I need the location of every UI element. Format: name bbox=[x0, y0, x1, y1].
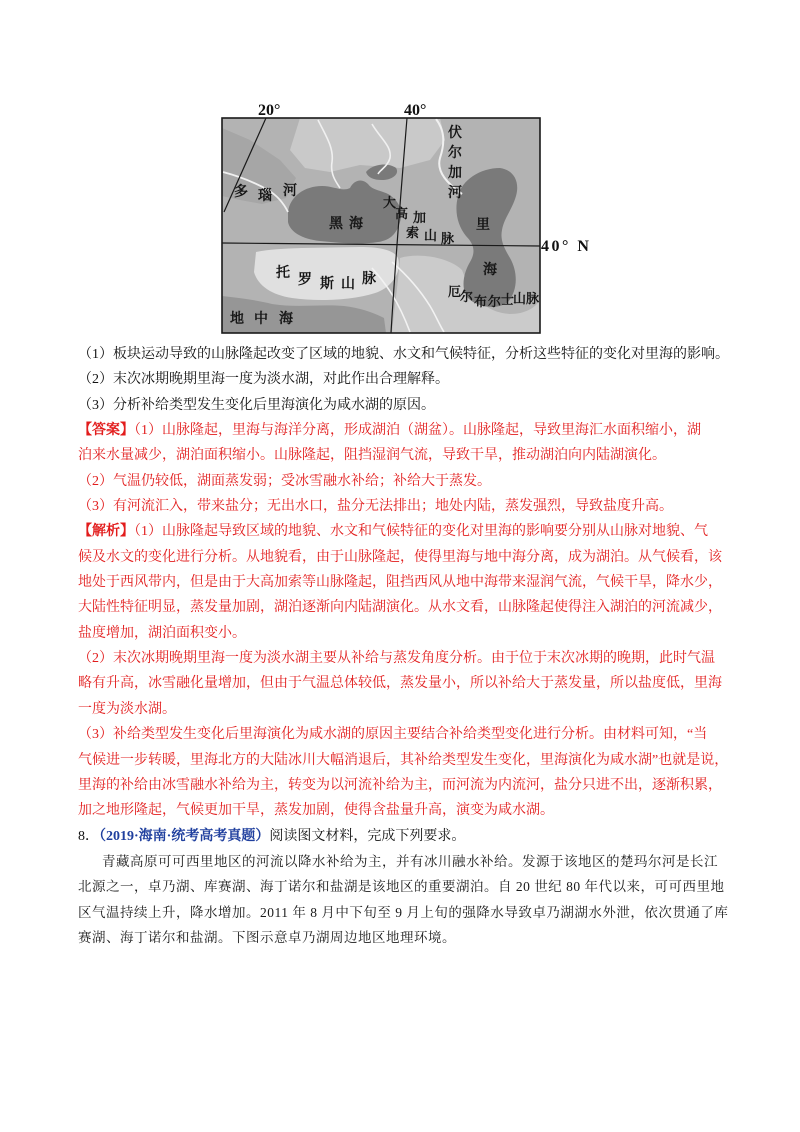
danube-river-label: 多瑙河 bbox=[234, 183, 297, 204]
question-line: （2）末次冰期晚期里海一度为淡水湖，对此作出合理解释。 bbox=[78, 372, 449, 388]
analysis-line bbox=[78, 519, 778, 544]
question-text-block bbox=[78, 342, 778, 950]
question-8-heading bbox=[78, 824, 778, 849]
analysis-line: 加之地形隆起，气候更加干旱，蒸发加剧，使得含盐量升高，演变为咸水湖。 bbox=[78, 803, 554, 819]
caspian-sea-label: 里海 bbox=[476, 217, 497, 278]
analysis-line: 候及水文的变化进行分析。从地貌看，由于山脉隆起，使得里海与地中海分离，成为湖泊。从气候看，该 bbox=[78, 549, 722, 565]
analysis-line: 盐度增加，湖泊面积变小。 bbox=[78, 625, 246, 641]
analysis-line: （2）末次冰期晚期里海一度为淡水湖主要从补给与蒸发角度分析。由于位于末次冰期的晚期，此时气温 bbox=[78, 651, 715, 667]
latitude-40n-label: 40° N bbox=[541, 238, 592, 255]
question-line: （1）板块运动导致的山脉隆起改变了区域的地貌、水文和气候特征，分析这些特征的变化对里海的影响。 bbox=[78, 347, 729, 362]
answer-tag: 【答案】 bbox=[78, 423, 134, 439]
analysis-line: 大陆性特征明显，蒸发量加剧，湖泊逐渐向内陆湖演化。从水文看，山脉隆起使得注入湖泊的河流减少， bbox=[78, 600, 722, 616]
material-line: 北源之一，卓乃湖、库赛湖、海丁诺尔和盐湖是该地区的重要湖泊。自 20 世纪 80 年代以来，可可西里地 bbox=[78, 879, 725, 895]
caspian-region-map bbox=[0, 90, 800, 340]
volga-river-label: 伏尔加河 bbox=[448, 125, 462, 201]
answer-line: （2）气温仍较低，湖面蒸发弱；受冰雪融水补给；补给大于蒸发。 bbox=[78, 473, 491, 489]
greater-caucasus-label: 大高加索山脉 bbox=[383, 196, 455, 247]
analysis-line: 一度为淡水湖。 bbox=[78, 701, 176, 717]
longitude-40-label: 40° bbox=[404, 102, 427, 119]
question-source: （2019·海南·统考高考真题） bbox=[99, 828, 270, 844]
analysis-text: （1）山脉隆起导致区域的地貌、水文和气候特征的变化对里海的影响要分别从山脉对地貌、气 bbox=[134, 524, 708, 540]
analysis-line: 地处于西风带内，但是由于大高加索等山脉隆起，阻挡西风从地中海带来湿润气流，气候干旱，降水少， bbox=[78, 575, 722, 591]
answer-line: 泊来水量减少，湖泊面积缩小。山脉隆起，阻挡湿润气流，导致干旱，推动湖泊向内陆湖演化。 bbox=[78, 448, 666, 464]
analysis-tag: 【解析】 bbox=[78, 524, 134, 540]
answer-text: （1）山脉隆起，里海与海洋分离，形成湖泊（湖盆）。山脉隆起，导致里海汇水面积缩小，湖 bbox=[134, 423, 701, 439]
mediterranean-sea-label: 地中海 bbox=[230, 311, 293, 327]
black-sea-label: 黑海 bbox=[329, 216, 363, 232]
question-number: 8． bbox=[78, 828, 99, 844]
elburz-mountains-label: 厄尔布尔士山脉 bbox=[448, 285, 540, 310]
material-line: 区气温持续上升，降水增加。2011 年 8 月中下旬至 9 月上旬的强降水导致卓乃湖湖水外泄，依次贯通了库 bbox=[78, 904, 729, 920]
question-prompt: 阅读图文材料，完成下列要求。 bbox=[269, 828, 466, 844]
material-line: 青藏高原可可西里地区的河流以降水补给为主，并有冰川融水补给。发源于该地区的楚玛尔河是长江 bbox=[102, 853, 718, 869]
taurus-mountains-label: 托罗斯山脉 bbox=[276, 265, 376, 292]
answer-line bbox=[78, 418, 778, 443]
answer-line: （3）有河流汇入，带来盐分；无出水口，盐分无法排出；地处内陆，蒸发强烈，导致盐度升高。 bbox=[78, 499, 673, 515]
material-line: 赛湖、海丁诺尔和盐湖。下图示意卓乃湖周边地区地理环境。 bbox=[78, 929, 456, 945]
question-line: （3）分析补给类型发生变化后里海演化为咸水湖的原因。 bbox=[78, 397, 435, 413]
longitude-20-label: 20° bbox=[258, 102, 281, 119]
analysis-line: （3）补给类型发生变化后里海演化为咸水湖的原因主要结合补给类型变化进行分析。由材料可知，“当 bbox=[78, 727, 708, 743]
analysis-line: 气候进一步转暖，里海北方的大陆冰川大幅消退后，其补给类型发生变化，里海演化为咸水湖”也就是说， bbox=[78, 752, 729, 768]
analysis-line: 略有升高，冰雪融化量增加，但由于气温总体较低，蒸发量小，所以补给大于蒸发量，所以盐度低，里海 bbox=[78, 676, 722, 692]
analysis-line: 里海的补给由冰雪融水补给为主，转变为以河流补给为主，而河流为内流河，盐分只进不出，逐渐积累， bbox=[78, 777, 722, 793]
